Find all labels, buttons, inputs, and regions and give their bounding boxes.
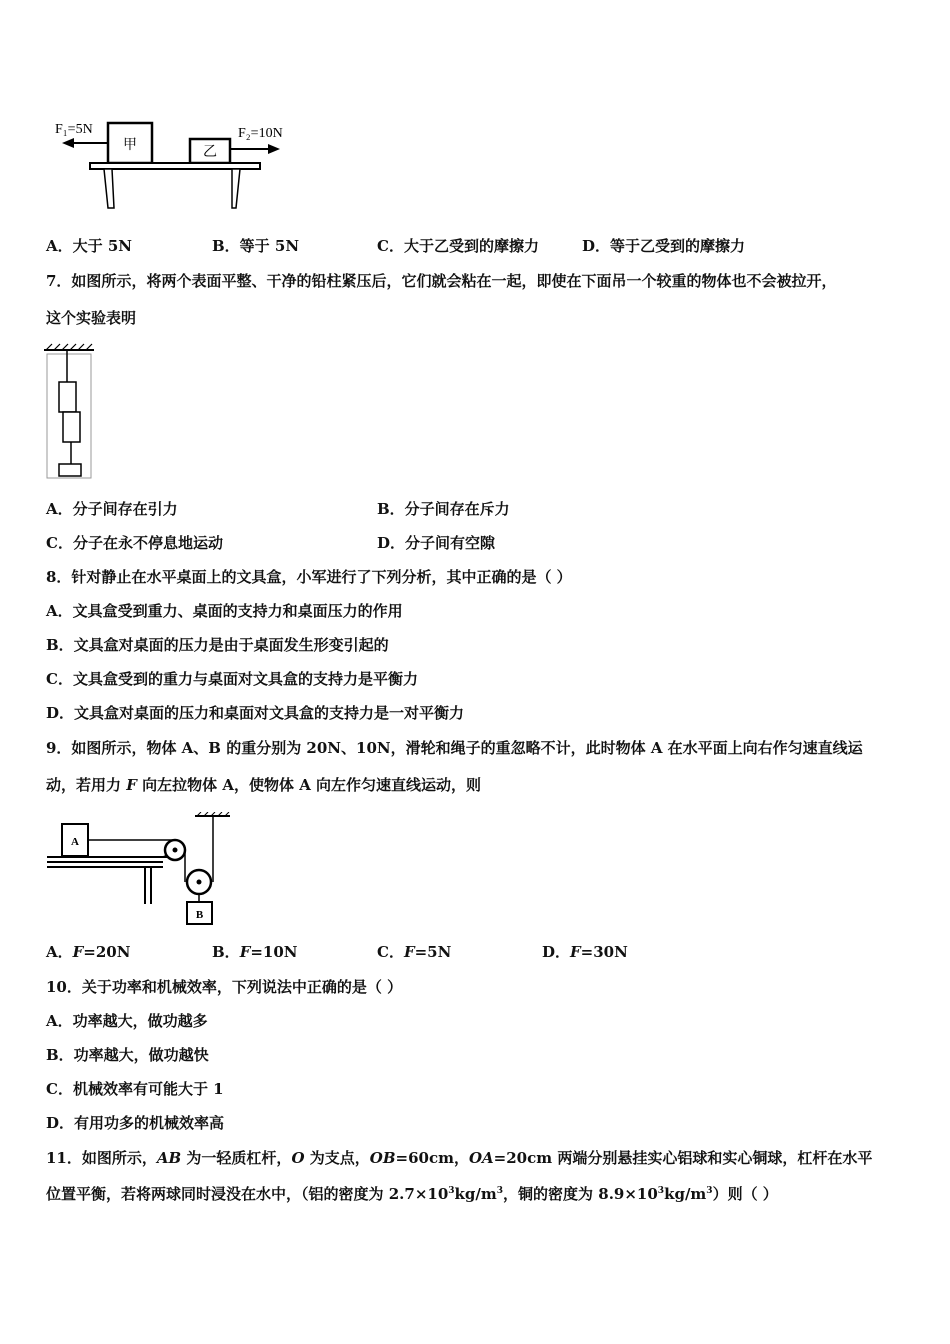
hanging-weight bbox=[59, 464, 81, 476]
q9-option-a[interactable]: A．F=20N bbox=[46, 943, 131, 961]
q10-option-c[interactable]: C．机械效率有可能大于 1 bbox=[46, 1080, 224, 1098]
q7-option-b[interactable]: B．分子间存在斥力 bbox=[377, 500, 510, 518]
block-b-label: B bbox=[195, 909, 204, 921]
q11-stem-line2: 位置平衡，若将两球同时浸没在水中，（铝的密度为 $2.7\times 10^3kg/m^3$，铜的密度为 $8.9\times 10^3kg/m^3$）则（ ） bbox=[46, 1185, 778, 1203]
arrow-right-icon bbox=[268, 144, 280, 154]
q6-option-a[interactable]: A．大于 5N bbox=[46, 237, 133, 255]
force-f2-label: F₂=10N bbox=[238, 126, 283, 141]
q8-stem: 8．针对静止在水平桌面上的文具盒，小军进行了下列分析，其中正确的是（ ） bbox=[46, 568, 572, 586]
friction-table-figure bbox=[50, 115, 300, 215]
block-jia-label: 甲 bbox=[123, 138, 137, 153]
q7-option-a[interactable]: A．分子间存在引力 bbox=[46, 500, 178, 518]
q6-option-d[interactable]: D．等于乙受到的摩擦力 bbox=[582, 237, 746, 255]
block-a-label: A bbox=[71, 836, 79, 848]
q8-option-a[interactable]: A．文具盒受到重力、桌面的支持力和桌面压力的作用 bbox=[46, 602, 403, 620]
q7-stem-line2: 这个实验表明 bbox=[46, 309, 137, 327]
q10-option-b[interactable]: B．功率越大，做功越快 bbox=[46, 1046, 209, 1064]
q7-stem-line1: 7．如图所示，将两个表面平整、干净的铅柱紧压后，它们就会粘在一起，即使在下面吊一个较重的物体也不会被拉开， bbox=[46, 272, 837, 290]
q10-option-a[interactable]: A．功率越大，做功越多 bbox=[46, 1012, 208, 1030]
block-yi-label: 乙 bbox=[203, 145, 217, 160]
q11-stem-line1: 11．如图所示，AB 为一轻质杠杆，O 为支点，OB=60cm，OA=20cm 两端分别悬挂实心铝球和实心铜球，杠杆在水平 bbox=[46, 1149, 873, 1167]
q9-option-d[interactable]: D．F=30N bbox=[542, 943, 628, 961]
arrow-left-icon bbox=[62, 138, 74, 148]
lead-cylinder-upper bbox=[59, 382, 76, 412]
q7-option-c[interactable]: C．分子在永不停息地运动 bbox=[46, 534, 223, 552]
q8-option-b[interactable]: B．文具盒对桌面的压力是由于桌面发生形变引起的 bbox=[46, 636, 389, 654]
q10-stem: 10．关于功率和机械效率，下列说法中正确的是（ ） bbox=[46, 978, 403, 996]
q8-option-d[interactable]: D．文具盒对桌面的压力和桌面对文具盒的支持力是一对平衡力 bbox=[46, 704, 465, 722]
q6-option-b[interactable]: B．等于 5N bbox=[212, 237, 300, 255]
q9-option-b[interactable]: B．F=10N bbox=[212, 943, 298, 961]
q9-stem-line2: 动，若用力 F 向左拉物体 A，使物体 A 向左作匀速直线运动，则 bbox=[46, 776, 482, 794]
q9-option-c[interactable]: C．F=5N bbox=[377, 943, 452, 961]
lead-cylinders-figure bbox=[42, 342, 97, 482]
pulley-system-figure bbox=[45, 812, 245, 927]
tabletop bbox=[90, 163, 260, 169]
q9-stem-line1: 9．如图所示，物体 A、B 的重分别为 20N、10N，滑轮和绳子的重忽略不计，此时物体 A 在水平面上向右作匀速直线运 bbox=[46, 739, 863, 757]
q8-option-c[interactable]: C．文具盒受到的重力与桌面对文具盒的支持力是平衡力 bbox=[46, 670, 418, 688]
q7-option-d[interactable]: D．分子间有空隙 bbox=[377, 534, 496, 552]
lead-cylinder-lower bbox=[63, 412, 80, 442]
q10-option-d[interactable]: D．有用功多的机械效率高 bbox=[46, 1114, 225, 1132]
q6-option-c[interactable]: C．大于乙受到的摩擦力 bbox=[377, 237, 539, 255]
force-f1-label: F₁=5N bbox=[55, 122, 93, 137]
